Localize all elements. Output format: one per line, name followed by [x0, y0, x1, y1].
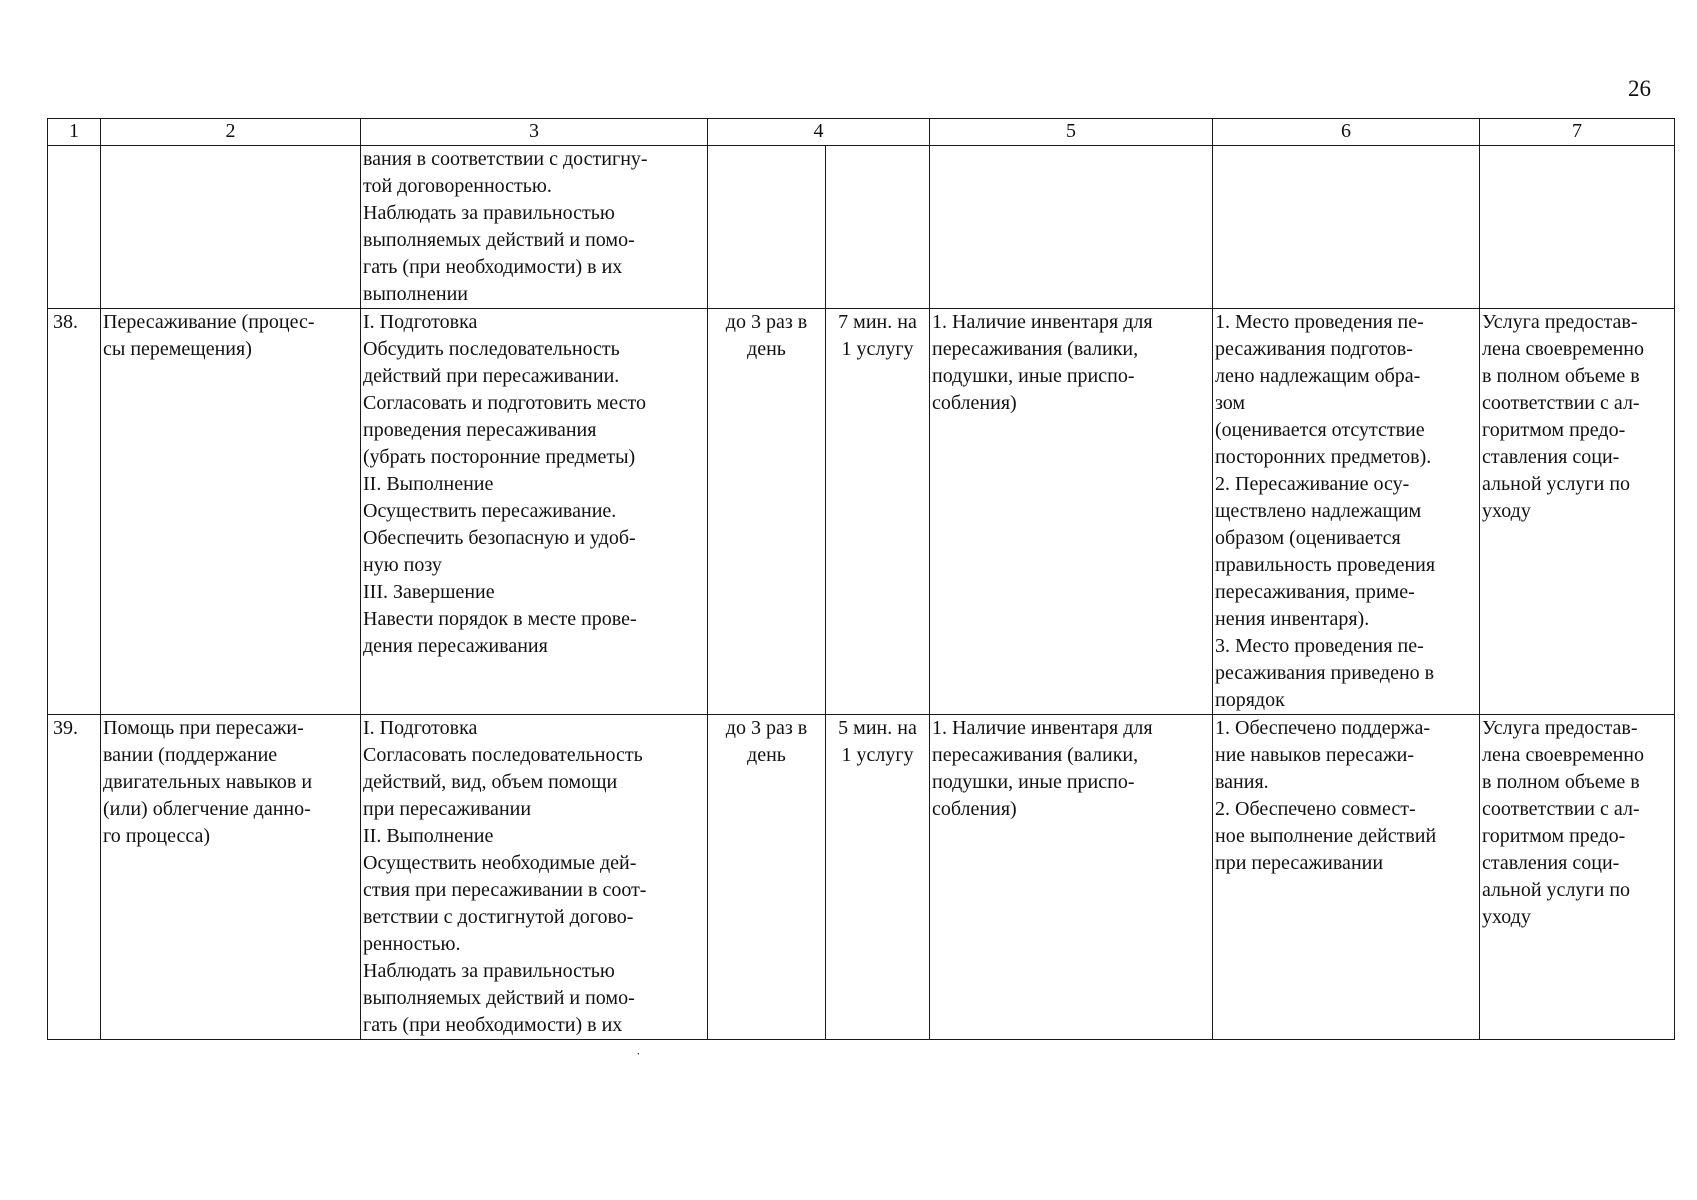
header-cell-5: 5: [930, 119, 1213, 146]
header-cell-4: 4: [708, 119, 930, 146]
cell-number: 38.: [48, 309, 101, 715]
cell-time: [826, 146, 930, 309]
header-cell-2: 2: [101, 119, 361, 146]
cell-evaluation: Услуга предостав- лена своевременно в полном объеме в соответствии с ал- горитмом предо- ставления соци- альной услуги по уходу: [1480, 715, 1675, 1040]
header-cell-6: 6: [1213, 119, 1480, 146]
header-cell-7: 7: [1480, 119, 1675, 146]
page-number: 26: [1628, 76, 1651, 101]
cell-actions: I. Подготовка Согласовать последовательность действий, вид, объем помощи при пересаживании II. Выполнение Осуществить необходимые дей- ствия при пересаживании в соот- ветствии с достигнутой догово- ренностью. Наблюдать за правильностью выполняемых действий и помо- гать (при необходимости) в их: [361, 715, 708, 1040]
cell-quality: [1213, 146, 1480, 309]
continuation-row: [48, 146, 1675, 309]
cell-quality: 1. Место проведения пе- ресаживания подготов- лено надлежащим обра- зом (оценивается отсутствие посторонних предметов). 2. Пересаживание осу- ществлено надлежащим образом (оценивается правильность проведения пересаживания, приме- нения инвентаря). 3. Место проведения пе- ресаживания приведено в порядок: [1213, 309, 1480, 715]
cell-resources: 1. Наличие инвентаря для пересаживания (валики, подушки, иные приспо- собления): [930, 309, 1213, 715]
cell-frequency: до 3 раз в день: [708, 309, 826, 715]
cell-actions: I. Подготовка Обсудить последовательность действий при пересаживании. Согласовать и подготовить место проведения пересаживания (убрать посторонние предметы) II. Выполнение Осуществить пересаживание. Обеспечить безопасную и удоб- ную позу III. Завершение Навести порядок в месте прове- дения пересаживания: [361, 309, 708, 715]
cell-quality: 1. Обеспечено поддержа- ние навыков пересажи- вания. 2. Обеспечено совмест- ное выполнение действий при пересаживании: [1213, 715, 1480, 1040]
cell-evaluation: Услуга предостав- лена своевременно в полном объеме в соответствии с ал- горитмом предо- ставления соци- альной услуги по уходу: [1480, 309, 1675, 715]
cell-service-name: Пересаживание (процес- сы перемещения): [101, 309, 361, 715]
header-row: [48, 119, 1675, 146]
cell-service-name: Помощь при пересажи- вании (поддержание двигательных навыков и (или) облегчение данно- го процесса): [101, 715, 361, 1040]
cell-resources: [930, 146, 1213, 309]
scan-mark: ˙: [636, 1051, 641, 1066]
header-cell-1: 1: [48, 119, 101, 146]
cell-frequency: [708, 146, 826, 309]
cell-number: [48, 146, 101, 309]
header-cell-3: 3: [361, 119, 708, 146]
cell-resources: 1. Наличие инвентаря для пересаживания (валики, подушки, иные приспо- собления): [930, 715, 1213, 1040]
cell-number: 39.: [48, 715, 101, 1040]
cell-frequency: до 3 раз в день: [708, 715, 826, 1040]
cell-time: 7 мин. на 1 услугу: [826, 309, 930, 715]
cell-actions: вания в соответствии с достигну- той договоренностью. Наблюдать за правильностью выполняемых действий и помо- гать (при необходимости) в их выполнении: [361, 146, 708, 309]
services-table: [47, 118, 1675, 1040]
cell-service-name: [101, 146, 361, 309]
cell-time: 5 мин. на 1 услугу: [826, 715, 930, 1040]
table-row: [48, 309, 1675, 715]
table-row: [48, 715, 1675, 1040]
cell-evaluation: [1480, 146, 1675, 309]
